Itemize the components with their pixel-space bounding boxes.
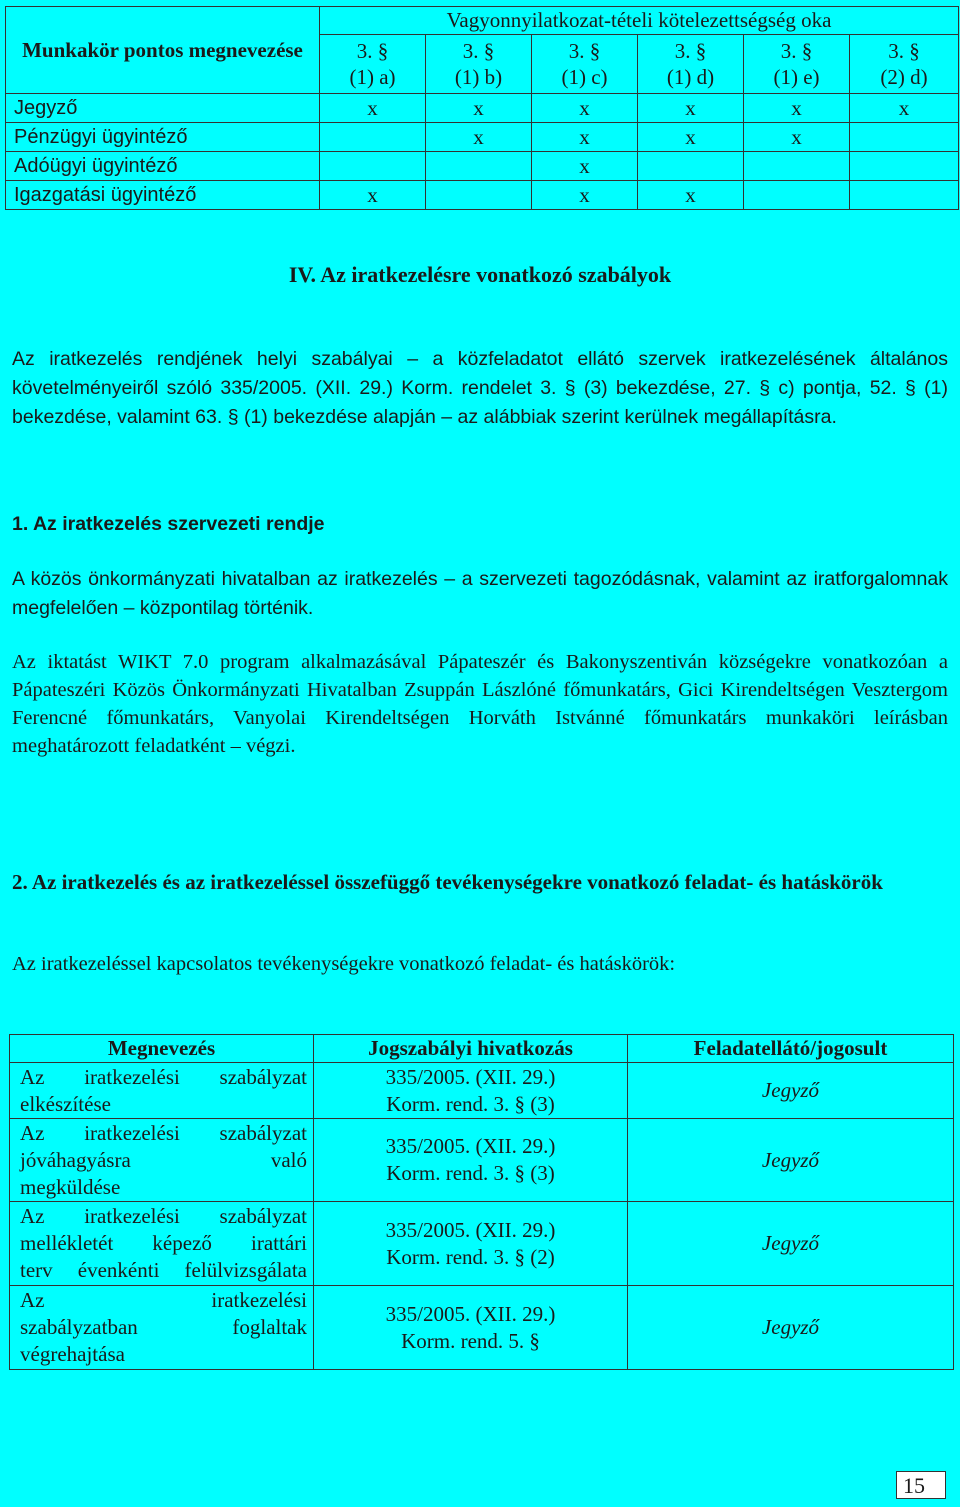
mark-cell <box>850 181 959 210</box>
column-header: 3. § (1) e) <box>744 35 850 94</box>
table-row <box>10 1286 954 1370</box>
task-name: Az iratkezelési szabályzatban foglaltak végrehajtása <box>10 1286 314 1370</box>
mark-cell <box>426 152 532 181</box>
mark-cell <box>850 123 959 152</box>
table-row <box>6 152 959 181</box>
responsible: Jegyző <box>628 1119 954 1202</box>
mark-cell: x <box>320 181 426 210</box>
responsible: Jegyző <box>628 1286 954 1370</box>
column-header: 3. § (1) b) <box>426 35 532 94</box>
table-row <box>10 1119 954 1202</box>
mark-cell: x <box>426 94 532 123</box>
mark-cell: x <box>532 123 638 152</box>
mark-cell: x <box>532 152 638 181</box>
section-2-title: 2. Az iratkezelés és az iratkezeléssel összefüggő tevékenységekre vonatkozó feladat- és hatáskörök <box>12 870 883 894</box>
mark-cell: x <box>638 123 744 152</box>
column-header: Jogszabályi hivatkozás <box>314 1035 628 1063</box>
role-name: Igazgatási ügyintéző <box>6 181 320 210</box>
column-header: Megnevezés <box>10 1035 314 1063</box>
task-name: Az iratkezelési szabályzat elkészítése <box>10 1063 314 1119</box>
mark-cell: x <box>638 94 744 123</box>
mark-cell: x <box>320 94 426 123</box>
mark-cell: x <box>850 94 959 123</box>
legal-reference: 335/2005. (XII. 29.) Korm. rend. 3. § (2) <box>314 1202 628 1286</box>
mark-cell: x <box>744 123 850 152</box>
section-1-para-1: A közös önkormányzati hivatalban az iratkezelés – a szervezeti tagozódásnak, valamint az iratforgalomnak megfelelően – központilag történik. <box>12 568 948 619</box>
mark-cell: x <box>426 123 532 152</box>
mark-cell: x <box>532 94 638 123</box>
column-header: 3. § (1) a) <box>320 35 426 94</box>
role-header: Munkakör pontos megnevezése <box>6 7 320 94</box>
column-header: 3. § (2) d) <box>850 35 959 94</box>
mark-cell: x <box>532 181 638 210</box>
mark-cell <box>320 152 426 181</box>
task-name: Az iratkezelési szabályzat mellékletét képező irattári terv évenkénti felülvizsgálata <box>10 1202 314 1286</box>
legal-reference: 335/2005. (XII. 29.) Korm. rend. 3. § (3) <box>314 1119 628 1202</box>
mark-cell <box>744 181 850 210</box>
section-iv-title: IV. Az iratkezelésre vonatkozó szabályok <box>288 262 672 287</box>
section-2-intro: Az iratkezeléssel kapcsolatos tevékenységekre vonatkozó feladat- és hatáskörök: <box>12 953 676 975</box>
responsible: Jegyző <box>628 1202 954 1286</box>
mark-cell <box>744 152 850 181</box>
mark-cell <box>320 123 426 152</box>
role-name: Pénzügyi ügyintéző <box>6 123 320 152</box>
mark-cell <box>426 181 532 210</box>
responsibilities-table <box>9 1034 954 1370</box>
column-header: Feladatellátó/jogosult <box>628 1035 954 1063</box>
section-iv-intro: Az iratkezelés rendjének helyi szabályai – a közfeladatot ellátó szervek iratkezelésének általános követelményeiről szóló 335/2005. (XII. 29.) Korm. rendelet 3. § (3) bekezdése, 27. § c) pontja, 52. § (1) bekezdése, valamint 63. § (1) bekezdése alapján – az alábbiak szerint kerülnek megállapításra. <box>12 348 948 428</box>
mark-cell: x <box>744 94 850 123</box>
mark-cell: x <box>638 181 744 210</box>
obligation-table <box>5 6 959 210</box>
column-header: 3. § (1) c) <box>532 35 638 94</box>
task-name: Az iratkezelési szabályzat jóváhagyásra való megküldése <box>10 1119 314 1202</box>
column-header: 3. § (1) d) <box>638 35 744 94</box>
section-1-para-2: Az iktatást WIKT 7.0 program alkalmazásával Pápateszér és Bakonyszentiván községekre vonatkozóan a Pápateszéri Közös Önkormányzati Hivatalban Zsuppán Lászlóné főmunkatárs, Gici Kirendeltségen Vesztergom Ferencné főmunkatárs, Vanyolai Kirendeltségen Horváth Istvánné főmunkatárs munkaköri leírásban meghatározott feladatként – végzi. <box>12 651 948 757</box>
mark-cell <box>638 152 744 181</box>
role-name: Adóügyi ügyintéző <box>6 152 320 181</box>
role-name: Jegyző <box>6 94 320 123</box>
table-row <box>10 1063 954 1119</box>
responsible: Jegyző <box>628 1063 954 1119</box>
section-1-title: 1. Az iratkezelés szervezeti rendje <box>12 513 325 535</box>
mark-cell <box>850 152 959 181</box>
page-number: 15 <box>896 1471 946 1499</box>
obligation-header: Vagyonnyilatkozat-tételi kötelezettségség oka <box>320 7 959 35</box>
table-row <box>6 181 959 210</box>
table-row <box>6 94 959 123</box>
table-row <box>10 1202 954 1286</box>
legal-reference: 335/2005. (XII. 29.) Korm. rend. 5. § <box>314 1286 628 1370</box>
legal-reference: 335/2005. (XII. 29.) Korm. rend. 3. § (3) <box>314 1063 628 1119</box>
table-row <box>6 123 959 152</box>
